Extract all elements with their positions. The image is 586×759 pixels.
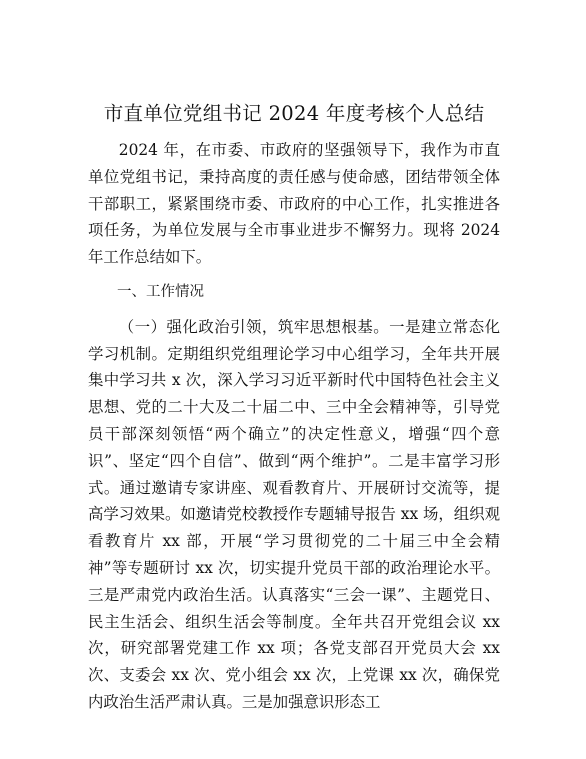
section-heading-work-status: 一、工作情况 — [117, 283, 204, 300]
document-title: 市直单位党组书记 2024 年度考核个人总结 — [103, 102, 485, 125]
intro-paragraph: 2024 年，在市委、市政府的坚强领导下，我作为市直单位党组书记，秉持高度的责任感与使命感，团结带领全体干部职工，紧紧围绕市委、市政府的中心工作，扎实推进各项任务，为单位发展与全市事业进步不懈努力。现将 2024 年工作总结如下。 — [88, 141, 500, 267]
section-body-paragraph: （一）强化政治引领，筑牢思想根基。一是建立常态化学习机制。定期组织党组理论学习中心组学习，全年共开展集中学习共 x 次，深入学习习近平新时代中国特色社会主义思想、党的二十大及二十届二中、三中全会精神等，引导党员干部深刻领悟“两个确立”的决定性意义，增强“四个意识”、坚定“四个自信”、做到“两个维护”。二是丰富学习形式。通过邀请专家讲座、观看教育片、开展研讨交流等，提高学习效果。如邀请党校教授作专题辅导报告 xx 场，组织观看教育片 xx 部，开展“学习贯彻党的二十届三中全会精神”等专题研讨 xx 次，切实提升党员干部的政治理论水平。三是严肃党内政治生活。认真落实“三会一课”、主题党日、民主生活会、组织生活会等制度。全年共召开党组会议 xx 次，研究部署党建工作 xx 项；各党支部召开党员大会 xx 次、支委会 xx 次、党小组会 xx 次，上党课 xx 次，确保党内政治生活严肃认真。三是加强意识形态工 — [88, 317, 500, 711]
document-page — [88, 100, 500, 716]
